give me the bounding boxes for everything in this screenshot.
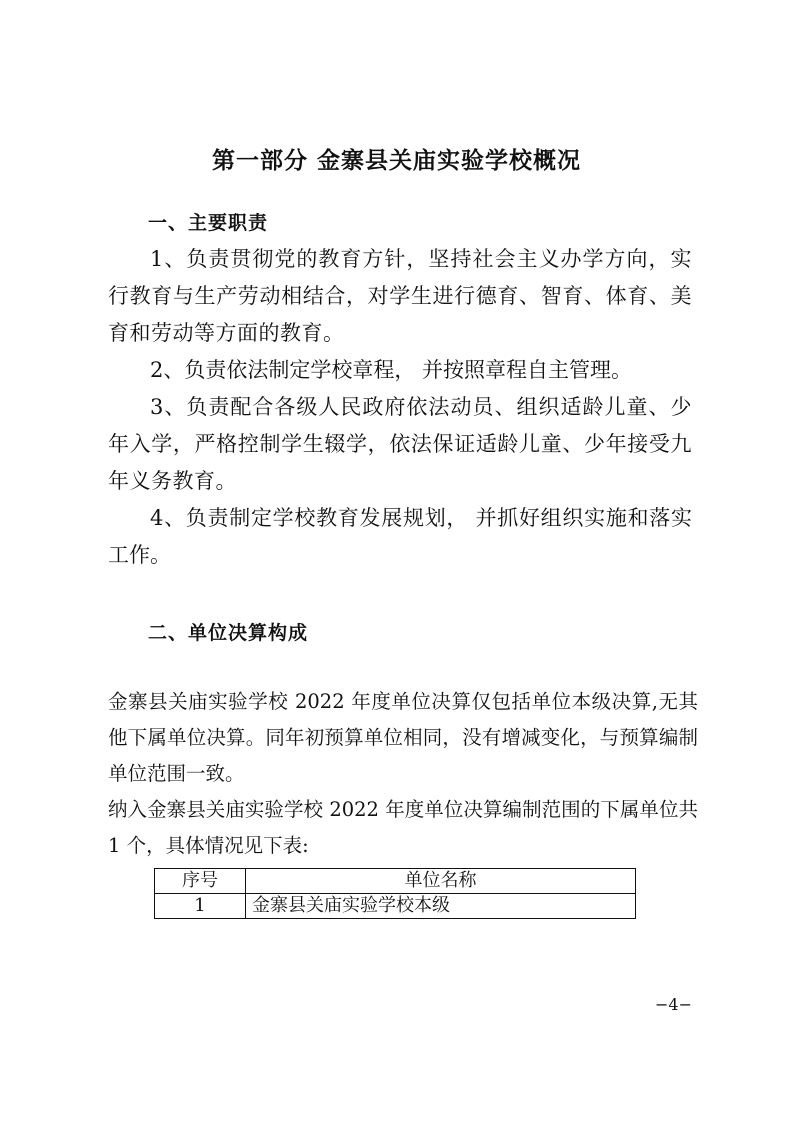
composition-paragraph: 纳入金寨县关庙实验学校 2022 年度单位决算编制范围的下属单位共 1 个，具体情况见下表:	[108, 798, 698, 857]
table-cell-index: 1	[155, 894, 246, 919]
column-header-index: 序号	[155, 869, 246, 894]
section-heading-composition: 二、单位决算构成	[148, 622, 309, 644]
duty-item: 2、负责依法制定学校章程， 并按照章程自主管理。	[150, 358, 633, 382]
composition-text	[108, 684, 698, 864]
duty-item: 4、负责制定学校教育发展规划， 并抓好组织实施和落实工作。	[108, 506, 692, 567]
page-title: 第一部分 金寨县关庙实验学校概况	[211, 148, 581, 174]
duty-item: 3、负责配合各级人民政府依法动员、组织适龄儿童、少年入学，严格控制学生辍学，依法保证适龄儿童、少年接受九年义务教育。	[108, 395, 692, 493]
table-header-row	[155, 869, 636, 894]
units-table	[154, 868, 636, 919]
duties-list	[108, 241, 692, 574]
page-number: −4−	[655, 995, 692, 1014]
table-row	[155, 894, 636, 919]
table-cell-unit-name: 金寨县关庙实验学校本级	[246, 894, 636, 919]
column-header-unit-name: 单位名称	[246, 869, 636, 894]
composition-paragraph: 金寨县关庙实验学校 2022 年度单位决算仅包括单位本级决算,无其他下属单位决算。同年初预算单位相同，没有增减变化，与预算编制单位范围一致。	[108, 690, 698, 785]
section-heading-duties: 一、主要职责	[148, 212, 269, 234]
duty-item: 1、负责贯彻党的教育方针，坚持社会主义办学方向，实行教育与生产劳动相结合，对学生进行德育、智育、体育、美育和劳动等方面的教育。	[108, 247, 692, 345]
